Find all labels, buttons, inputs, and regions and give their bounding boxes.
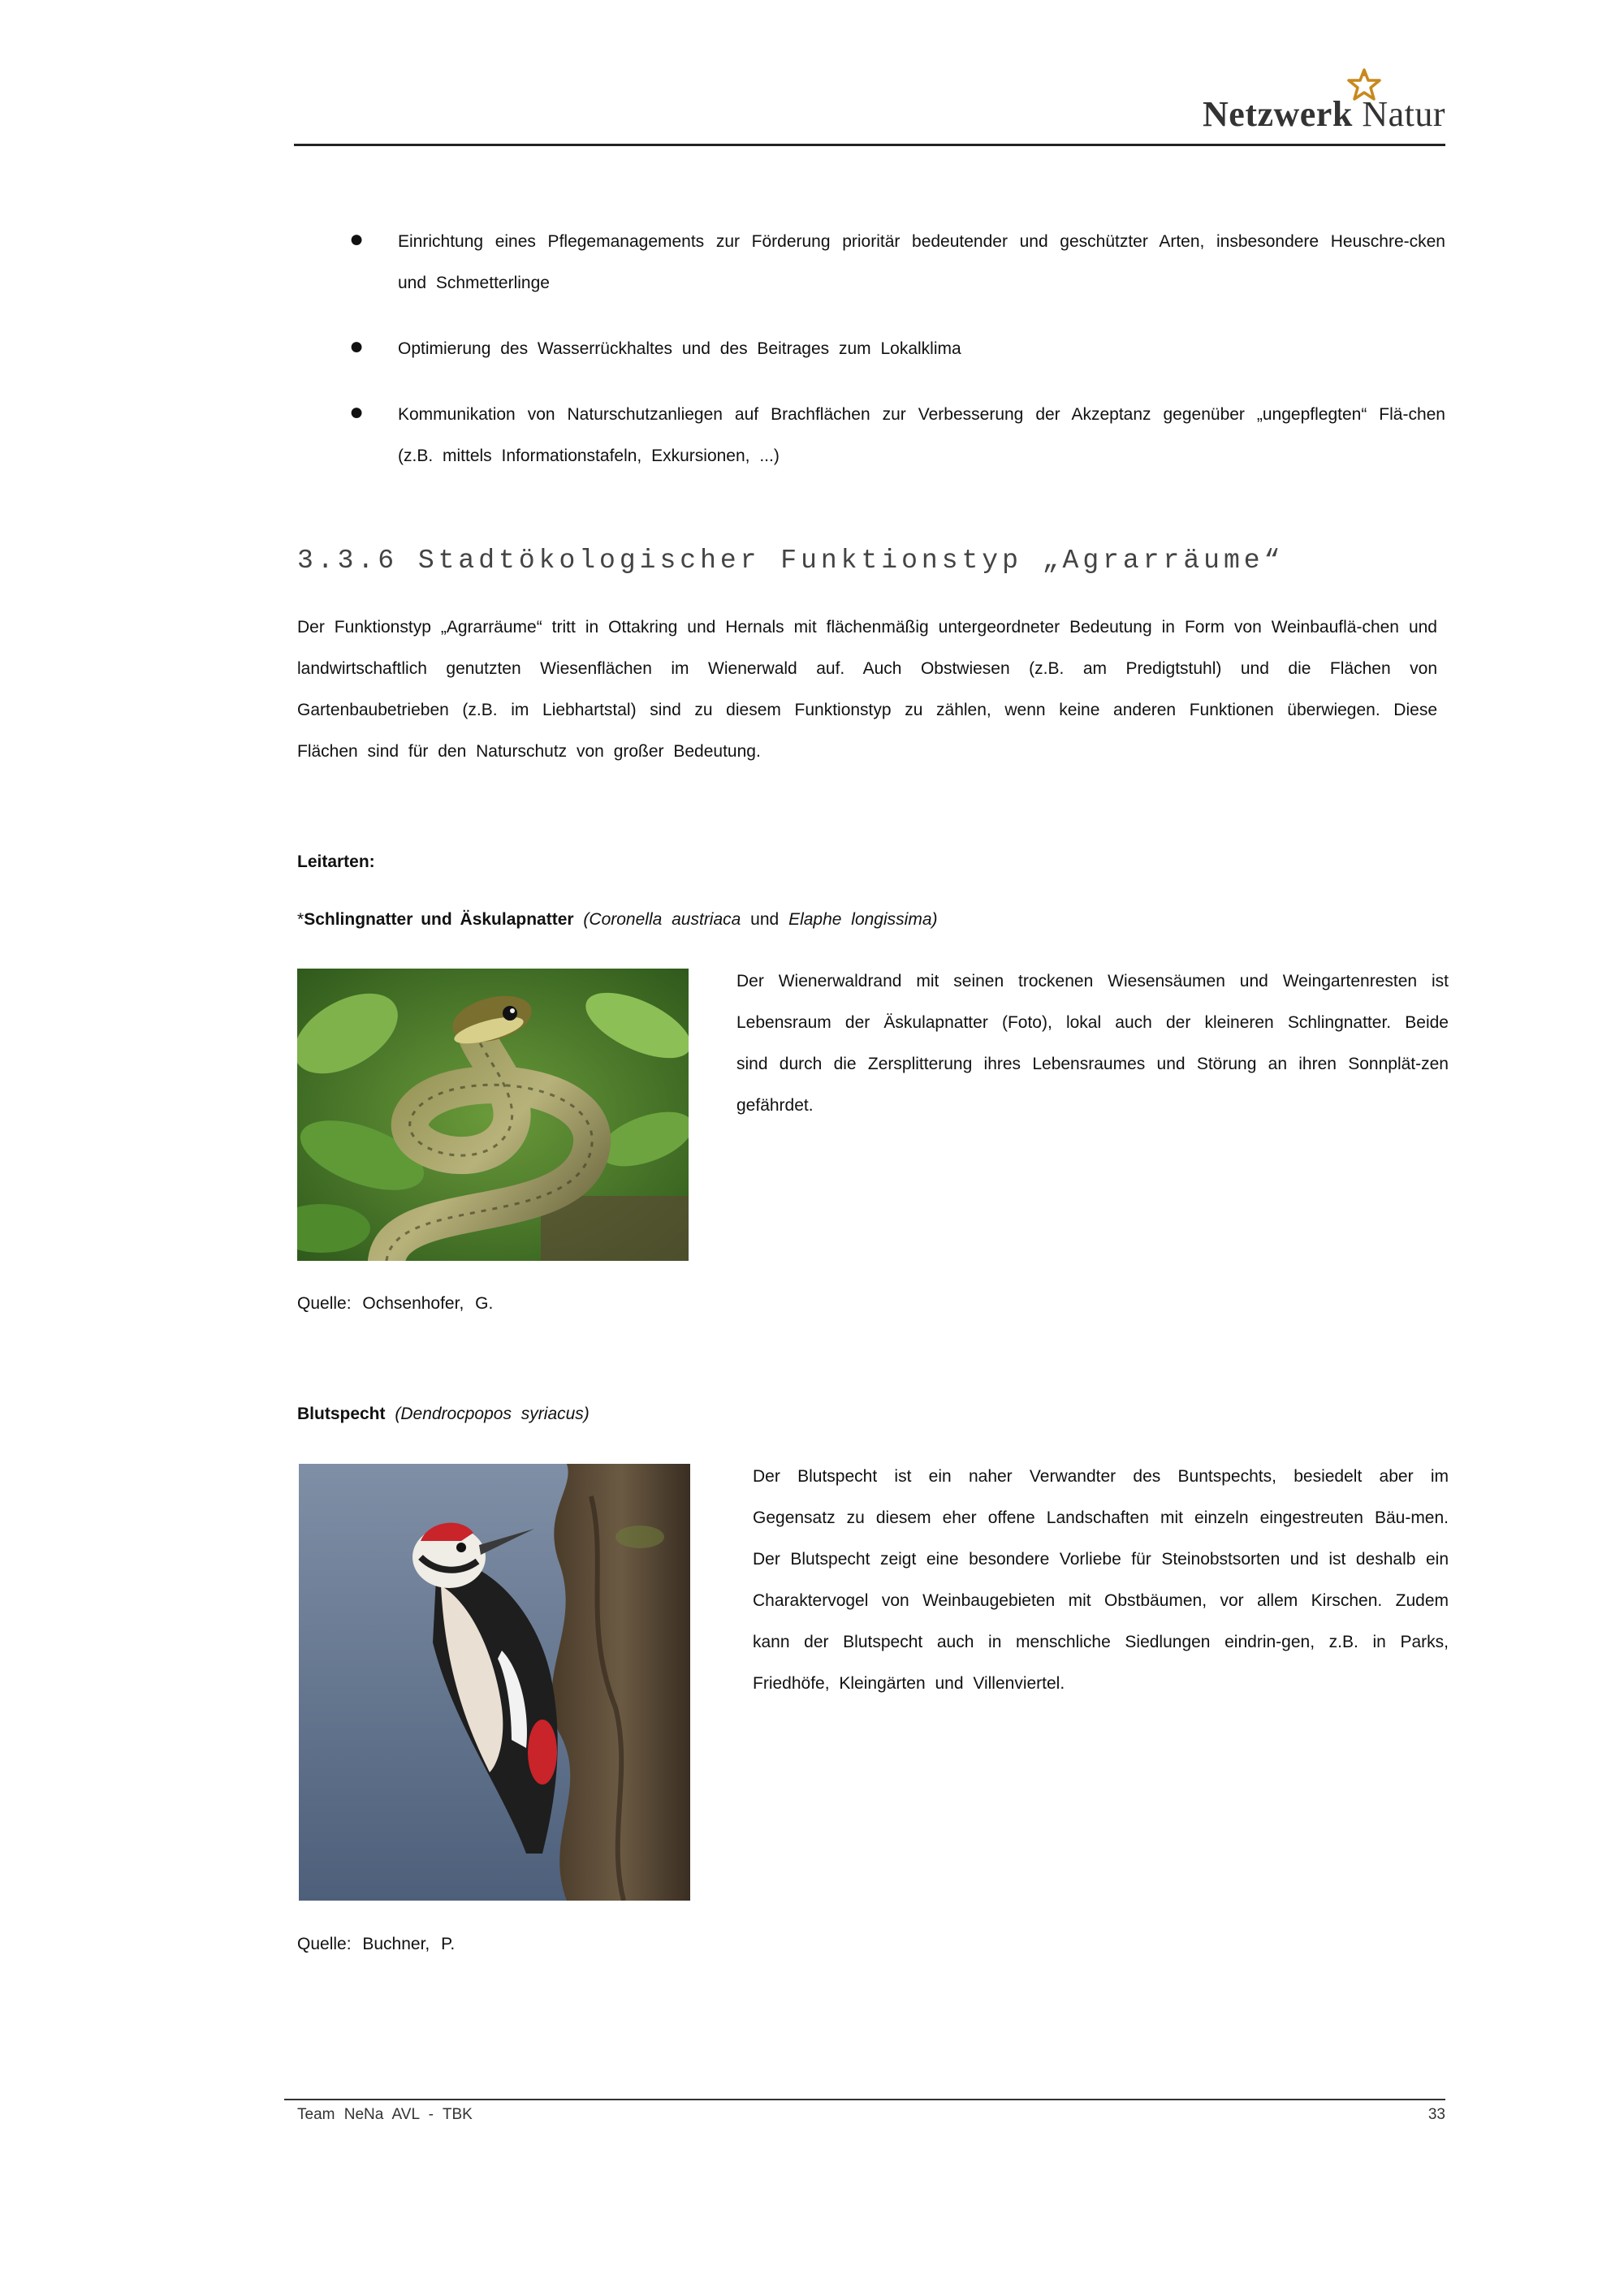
footer-divider (284, 2099, 1445, 2100)
species-title-blutspecht: Blutspecht (Dendrocpopos syriacus) (297, 1405, 590, 1423)
snake-description: Der Wienerwaldrand mit seinen trockenen Wiesensäumen und Weingartenresten ist Lebensraum der Äskulapnatter (Foto), lokal auch der kleineren Schlingnatter. Beide sind durch die Zersplitterung ihres Lebensraumes und Störung an ihren Sonnplät-zen gefährdet. (736, 972, 1449, 1115)
list-item: ● Optimierung des Wasserrückhaltes und des Beitrages zum Lokalklima (341, 328, 1445, 369)
page-number: 33 (1427, 2106, 1445, 2123)
photo-source-woodpecker: Quelle: Buchner, P. (297, 1935, 456, 1953)
bullet-icon: ● (349, 333, 365, 360)
section-heading: 3.3.6 Stadtökologischer Funktionstyp „Agrarräume“ (297, 546, 1285, 576)
logo-wordmark: Netzwerk Natur (1203, 94, 1445, 134)
photo-source-snake: Quelle: Ochsenhofer, G. (297, 1294, 494, 1313)
snake-photo (297, 969, 689, 1261)
woodpecker-photo (299, 1464, 690, 1901)
list-item: ● Einrichtung eines Pflegemanagements zur Förderung prioritär bedeutender und geschützter Arten, insbesondere Heuschre-cken und Schmetterlinge (341, 221, 1445, 304)
leitarten-label: Leitarten: (297, 852, 375, 871)
blutspecht-description: Der Blutspecht ist ein naher Verwandter des Buntspechts, besiedelt aber im Gegensatz zu diesem eher offene Landschaften mit einzeln eingestreuten Bäu-men. Der Blutspecht zeigt eine besondere Vorliebe für Steinobstsorten und ist deshalb ein Charaktervogel von Weinbaugebieten mit Obstbäumen, vor allem Kirschen. Zudem kann der Blutspecht auch in menschliche Siedlungen eindrin-gen, z.B. in Parks, Friedhöfe, Kleingärten und Villenviertel. (753, 1467, 1449, 1693)
netzwerk-natur-logo (1202, 70, 1445, 135)
goals-bullet-list (341, 221, 1445, 501)
footer-team-label: Team NeNa AVL - TBK (297, 2106, 473, 2123)
bullet-icon: ● (349, 226, 365, 252)
header-divider (294, 144, 1445, 146)
list-item: ● Kommunikation von Naturschutzanliegen auf Brachflächen zur Verbesserung der Akzeptanz gegenüber „ungepflegten“ Flä-chen (z.B. mittels Informationstafeln, Exkursionen, ...) (341, 394, 1445, 477)
species-title-snakes: *Schlingnatter und Äskulapnatter (Coronella austriaca und Elaphe longissima) (297, 910, 938, 929)
bullet-icon: ● (349, 399, 365, 425)
section-paragraph: Der Funktionstyp „Agrarräume“ tritt in Ottakring und Hernals mit flächenmäßig untergeordneter Bedeutung in Form von Weinbauflä-chen und landwirtschaftlich genutzten Wiesenflächen im Wienerwald auf. Auch Obstwiesen (z.B. am Predigtstuhl) und die Flächen von Gartenbaubetrieben (z.B. im Liebhartstal) sind zu diesem Funktionstyp zu zählen, wenn keine anderen Funktionen überwiegen. Diese Flächen sind für den Naturschutz von großer Bedeutung. (297, 618, 1437, 761)
